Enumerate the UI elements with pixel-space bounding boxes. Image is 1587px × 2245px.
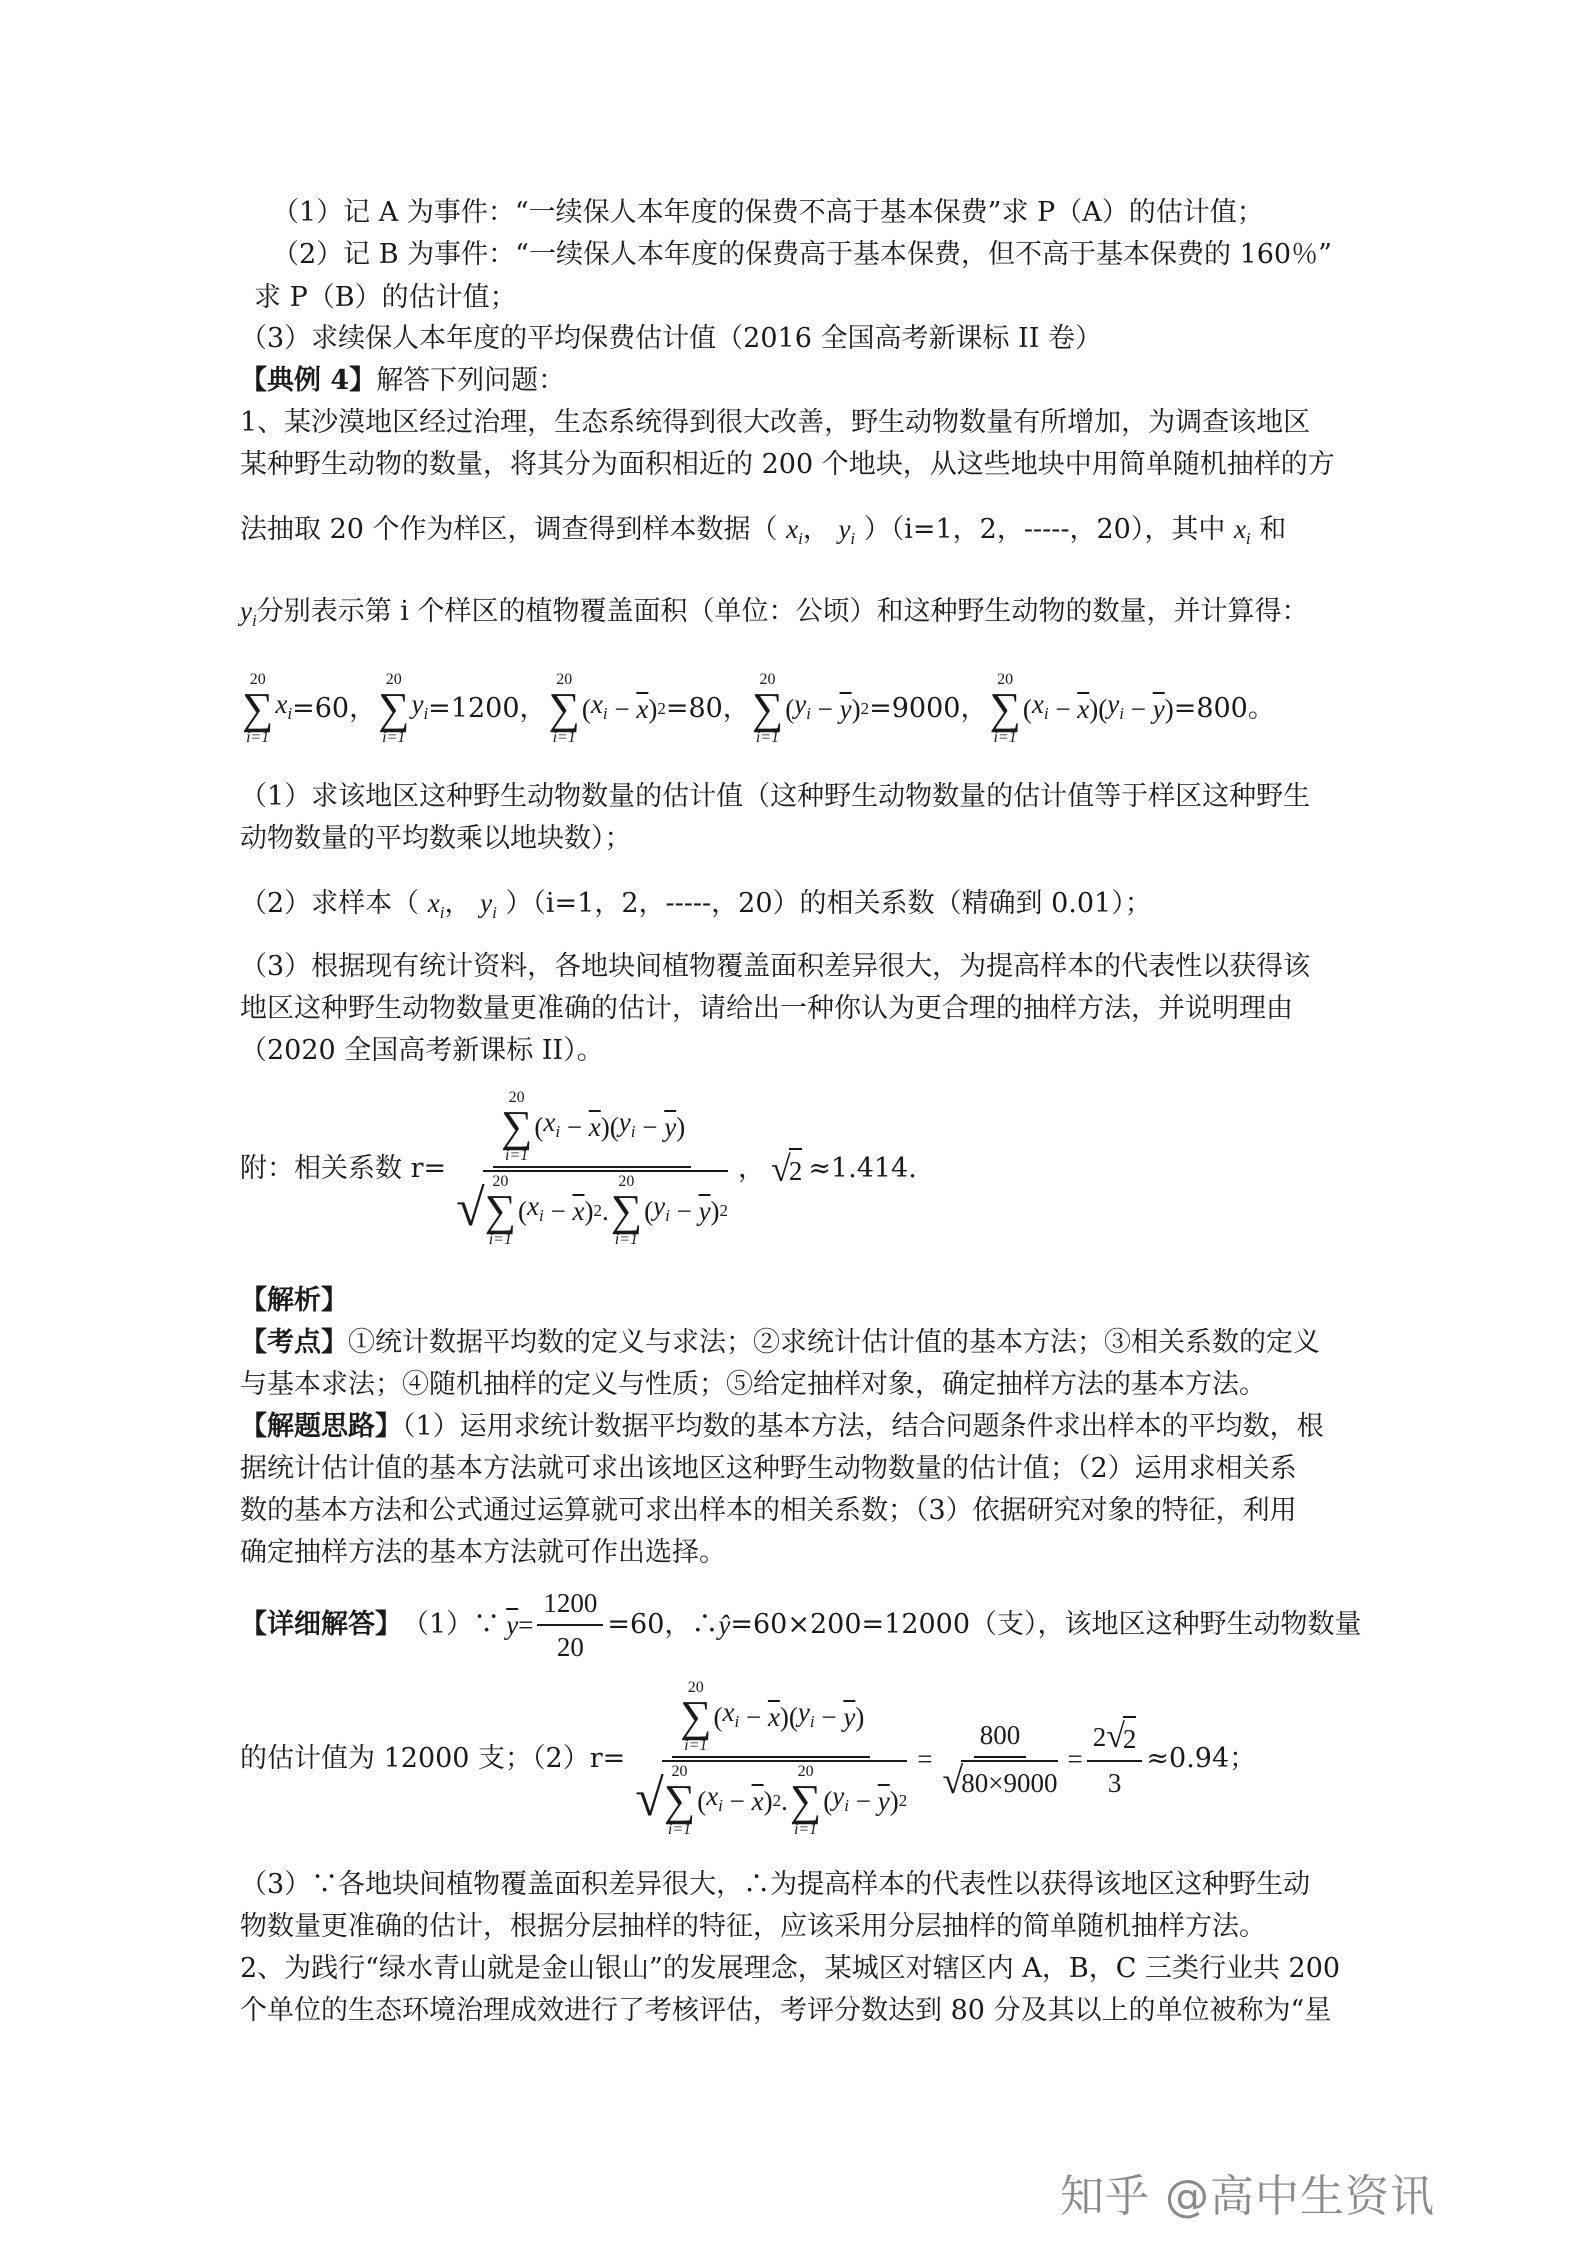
yi-symbol-3: $y_i$ — [240, 596, 257, 630]
appendix-comma: ， — [738, 1153, 766, 1184]
question-2-line-2: 求 P（B）的估计值； — [254, 282, 517, 313]
appendix-approx: ≈1.414. — [808, 1153, 917, 1184]
detail-text-a: （1）∵ — [402, 1609, 501, 1640]
silu-line-2: 据统计估计值的基本方法就可求出该地区这种野生动物数量的估计值；（2）运用求相关系 — [240, 1453, 1297, 1484]
line3-text-c: 和 — [1259, 514, 1287, 545]
ybar-fraction: $\frac{1200}{20}$ — [537, 1584, 603, 1666]
problem-1-line-1: 1、某沙漠地区经过治理，生态系统得到很大改善，野生动物数量有所增加，为调查该地区 — [240, 407, 1311, 438]
line4-text: 分别表示第 i 个样区的植物覆盖面积（单位：公顷）和这种野生动物的数量，并计算得： — [256, 596, 1309, 627]
example-4-label: 【典例 4】 — [240, 365, 377, 396]
silu-line-1 — [240, 1408, 1324, 1446]
question-3-line: （3）求续保人本年度的平均保费估计值（2016 全国高考新课标 II 卷） — [240, 323, 1102, 354]
problem-2-line-1: 2、为践行“绿水青山就是金山银山”的发展理念，某城区对辖区内 A，B，C 三类行业共 200 — [240, 1953, 1341, 1984]
problem-1-line-4 — [240, 592, 1309, 640]
yi-symbol-4: $y_i$ — [480, 888, 497, 922]
detail-text-c: =60×200=12000（支），该地区这种野生动物数量 — [730, 1609, 1362, 1640]
problem-1-line-2: 某种野生动物的数量，将其分为面积相近的 200 个地块，从这些地块中用简单随机抽样的方 — [240, 449, 1335, 480]
line3-text-b: ）（i=1，2，-----，20），其中 — [863, 514, 1226, 545]
correlation-fraction: 20 ∑ i=1 ( $x_i$ − $\overline{x}$ )( $y_i$ − $\overline{y}$ ) √ 20 ∑ i=1 ( $x_i$ − $\overline{x}$ ) 2 . 20 ∑ i=1 ( $y_i$ − $\overline{y}$ ) 2 — [456, 1089, 729, 1248]
kaodian-label: 【考点】 — [240, 1327, 348, 1358]
answer-3-line-1: （3）∵各地块间植物覆盖面积差异很大，∴为提高样本的代表性以获得该地区这种野生动 — [240, 1869, 1311, 1900]
sums-line: 20 ∑ i=1 $x_i$ =60， 20 ∑ i=1 $y_i$ =1200， 20 ∑ i=1 ( $x_i$ − $\overline{x}$ ) 2 =80， 20 ∑ i=1 ( $y_i$ − $\overline{y}$ ) 2 =9000， 20 ∑ i=1 ( $x_i$ − $\overline{x}$ )( $y_i$ − $\overline{y}$ ) =800。 — [242, 671, 1275, 746]
subquestion-3-line-2: 地区这种野生动物数量更准确的估计，请给出一种你认为更合理的抽样方法，并说明理由 — [240, 993, 1293, 1024]
sqrt2: √ 2 — [771, 1149, 803, 1189]
yi-symbol: $y_i$ — [838, 514, 856, 548]
sum-symbol-1: 20 ∑ i=1 — [242, 671, 274, 746]
sum-symbol-4: 20 ∑ i=1 — [751, 671, 784, 746]
detail2-text-b: ≈0.94； — [1146, 1743, 1257, 1774]
problem-2-line-2: 个单位的生态环境治理成效进行了考核评估，考评分数达到 80 分及其以上的单位被称为“星 — [240, 1995, 1332, 2026]
detail-line-2: 的估计值为 12000 支；（2）r= 20 ∑ i=1 ( $x_i$ − $\overline{x}$ )( $y_i$ − $\overline{y}$ ) √ 20 ∑ i=1 ( $x_i$ − $\overline{x}$ ) 2 . 20 ∑ i=1 ( $y_i$ − $\overline{y}$ ) 2 = 800 √ 80×9000 = 2 √ 2 3 ≈0.94； — [240, 1679, 1257, 1838]
silu-line-4: 确定抽样方法的基本方法就可作出选择。 — [240, 1537, 726, 1568]
xi-symbol-2: $x_i$ — [1233, 514, 1251, 548]
subquestion-1-line-1: （1）求该地区这种野生动物数量的估计值（这种野生动物数量的估计值等于样区这种野生 — [240, 781, 1311, 812]
example-4-heading — [240, 362, 565, 400]
question-1-line: （1）记 A 为事件：“一续保人本年度的保费不高于基本保费”求 P（A）的估计值； — [272, 197, 1264, 228]
r-fraction: 20 ∑ i=1 ( $x_i$ − $\overline{x}$ )( $y_i$ − $\overline{y}$ ) √ 20 ∑ i=1 ( $x_i$ − $\overline{x}$ ) 2 . 20 ∑ i=1 ( $y_i$ − $\overline{y}$ ) 2 — [635, 1679, 908, 1838]
subquestion-3-line-3: （2020 全国高考新课标 II）。 — [240, 1035, 604, 1066]
subq2-text-a: （2）求样本（ — [240, 888, 420, 919]
subquestion-3-line-1: （3）根据现有统计资料，各地块间植物覆盖面积差异很大，为提高样本的代表性以获得该 — [240, 951, 1311, 982]
value-fraction-1: 800 √ 80×9000 — [936, 1716, 1063, 1802]
sum-symbol-2: 20 ∑ i=1 — [378, 671, 410, 746]
problem-1-line-3: 法抽取 20 个作为样区，调查得到样本数据（ $x_i$， $y_i$ ）（i=1，2，-----，20），其中 $x_i$ 和 — [240, 514, 1287, 548]
sum-value-5: =800。 — [1173, 693, 1275, 724]
silu-text: （1）运用求统计数据平均数的基本方法，结合问题条件求出样本的平均数，根 — [402, 1411, 1324, 1442]
answer-3-line-2: 物数量更准确的估计，根据分层抽样的特征，应该采用分层抽样的简单随机抽样方法。 — [240, 1911, 1266, 1942]
line3-text-a: 法抽取 20 个作为样区，调查得到样本数据（ — [240, 514, 778, 545]
appendix-formula — [240, 1090, 917, 1248]
subq2-text-b: ）（i=1，2，-----，20）的相关系数（精确到 0.01）； — [505, 888, 1152, 919]
sum-value-1: =60， — [292, 693, 377, 724]
subquestion-2-line: （2）求样本（ $x_i$， $y_i$ ）（i=1，2，-----，20）的相关系数（精确到 0.01）； — [240, 888, 1152, 922]
xi-symbol-4: $x_i$ — [427, 888, 445, 922]
jiexi-heading: 【解析】 — [240, 1285, 348, 1316]
sum-value-4: =9000， — [869, 693, 988, 724]
sum-value-2: =1200， — [428, 693, 547, 724]
detail-text-b: =60，∴ — [607, 1609, 719, 1640]
sum-symbol-5: 20 ∑ i=1 — [989, 671, 1021, 746]
sum-value-3: =80， — [665, 693, 750, 724]
xi-symbol: $x_i$ — [786, 514, 803, 548]
sum-symbol-3: 20 ∑ i=1 — [548, 671, 580, 746]
detail-label: 【详细解答】 — [240, 1609, 402, 1640]
kaodian-line-1 — [240, 1324, 1320, 1362]
silu-label: 【解题思路】 — [240, 1411, 402, 1442]
silu-line-3: 数的基本方法和公式通过运算就可求出样本的相关系数；（3）依据研究对象的特征，利用 — [240, 1495, 1297, 1526]
watermark: 知乎 @高中生资讯 — [1060, 2171, 1435, 2222]
detail2-text-a: 的估计值为 12000 支；（2）r= — [240, 1743, 626, 1774]
detail-line-1: 【详细解答】 （1）∵ $\overline{y}$ = $\frac{1200}{20}$ =60，∴ ŷ =60×200=12000（支），该地区这种野生动物数量 — [240, 1584, 1362, 1666]
example-4-tail: 解答下列问题： — [376, 365, 566, 396]
value-fraction-2: 2 √ 2 3 — [1087, 1716, 1143, 1802]
question-2-line-1: （2）记 B 为事件：“一续保人本年度的保费高于基本保费，但不高于基本保费的 160％” — [272, 239, 1332, 270]
subquestion-1-line-2: 动物数量的平均数乘以地块数）； — [240, 823, 632, 854]
appendix-label: 附：相关系数 r= — [240, 1153, 447, 1184]
kaodian-line-2: 与基本求法；④随机抽样的定义与性质；⑤给定抽样对象，确定抽样方法的基本方法。 — [240, 1369, 1266, 1400]
kaodian-text: ①统计数据平均数的定义与求法；②求统计估计值的基本方法；③相关系数的定义 — [348, 1327, 1320, 1358]
